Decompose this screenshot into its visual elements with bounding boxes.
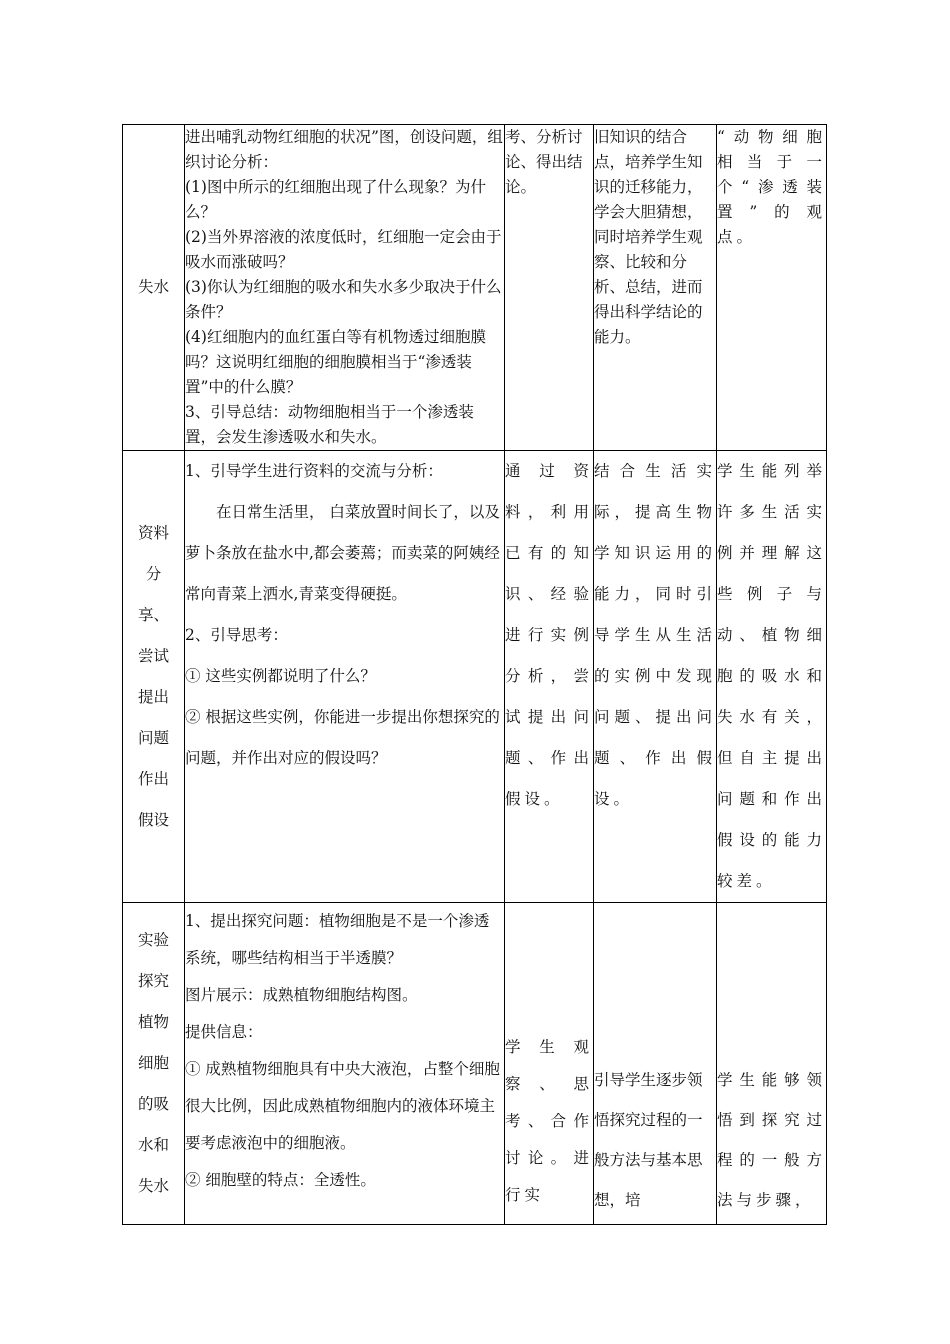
- stage-line: 享、: [137, 605, 169, 624]
- learning-analysis-cell: [717, 125, 827, 451]
- stage-line: 的吸: [137, 1095, 169, 1113]
- activity-line: ② 细胞壁的特点：全透性。: [185, 1171, 376, 1189]
- activity-line: (2)当外界溶液的浓度低时，红细胞一定会由于吸水而涨破吗？: [185, 228, 502, 271]
- student-activity-cell: [505, 903, 594, 1225]
- activity-line: ① 成熟植物细胞具有中央大液泡，占整个细胞很大比例，因此成熟植物细胞内的液体环境主要考虑液泡中的细胞液。: [185, 1060, 500, 1152]
- table-row: [123, 451, 827, 903]
- table-row: [123, 903, 827, 1225]
- learning-analysis-cell: [717, 903, 827, 1225]
- design-intent-cell: [594, 903, 717, 1225]
- student-activity-text: 学生观察、思考、合作讨论。进行实: [505, 1038, 593, 1204]
- activity-line: 进出哺乳动物红细胞的状况”图，创设问题，组织讨论分析：: [185, 128, 503, 171]
- stage-line: 问题: [137, 728, 169, 747]
- activity-line: 图片展示：成熟植物细胞结构图。: [185, 986, 418, 1004]
- activity-line: 2、引导思考：: [185, 626, 288, 644]
- activity-line: 1、引导学生进行资料的交流与分析：: [185, 462, 443, 480]
- activity-line: 1、提出探究问题：植物细胞是不是一个渗透系统，哪些结构相当于半透膜？: [185, 912, 490, 967]
- stage-label: 失水: [137, 278, 169, 296]
- activity-line: 3、引导总结：动物细胞相当于一个渗透装置，会发生渗透吸水和失水。: [185, 403, 474, 446]
- stage-line: 实验: [137, 931, 169, 949]
- teacher-activity-cell: [185, 903, 505, 1225]
- table-row: [123, 125, 827, 451]
- activity-line: ② 根据这些实例，你能进一步提出你想探究的问题，并作出对应的假设吗？: [185, 708, 500, 767]
- design-intent-cell: [594, 451, 717, 903]
- stage-line: 细胞: [137, 1054, 169, 1072]
- stage-line: 提出: [137, 687, 169, 706]
- stage-line: 水和: [137, 1136, 169, 1154]
- activity-line: (1)图中所示的红细胞出现了什么现象？为什么？: [185, 178, 486, 221]
- stage-cell: [123, 903, 185, 1225]
- stage-line: 尝试: [137, 646, 169, 665]
- student-activity-text: 通过资料，利用已有的知识、经验进行实例分析，尝试提出问题、作出假设。: [505, 462, 593, 808]
- learning-analysis-text: “动物细胞相当于一个“渗透装置”的观点。: [717, 128, 826, 246]
- activity-line: ① 这些实例都说明了什么？: [185, 667, 376, 685]
- stage-line: 资料: [137, 523, 169, 542]
- student-activity-cell: [505, 451, 594, 903]
- stage-line: 失水: [137, 1177, 169, 1195]
- activity-line: (4)红细胞内的血红蛋白等有机物透过细胞膜吗？这说明红细胞的细胞膜相当于“渗透装置”中的什么膜？: [185, 328, 486, 396]
- student-activity-text: 考、分析讨论、得出结论。: [505, 128, 583, 196]
- stage-line: 分: [145, 564, 162, 583]
- learning-analysis-text: 学生能列举许多生活实例并理解这些例子与动、植物细胞的吸水和失水有关，但自主提出问题和作出假设的能力较差。: [717, 462, 826, 890]
- teacher-activity-cell: [185, 125, 505, 451]
- student-activity-cell: [505, 125, 594, 451]
- teacher-activity-cell: [185, 451, 505, 903]
- stage-cell: [123, 451, 185, 903]
- stage-line: 作出: [137, 769, 169, 788]
- stage-cell: [123, 125, 185, 451]
- design-intent-text: 引导学生逐步领悟探究过程的一般方法与基本思想，培: [594, 1071, 703, 1209]
- design-intent-text: 结合生活实际，提高生物学知识运用的能力，同时引导学生从生活的实例中发现问题、提出问题、作出假设。: [594, 462, 716, 808]
- design-intent-text: 旧知识的结合点，培养学生知识的迁移能力，学会大胆猜想，同时培养学生观察、比较和分析、总结，进而得出科学结论的能力。: [594, 128, 703, 346]
- learning-analysis-text: 学生能够领悟到探究过程的一般方法与步骤，: [717, 1071, 826, 1209]
- activity-line: 在日常生活里， 白菜放置时间长了，以及萝卜条放在盐水中,都会萎蔫；而卖菜的阿姨经常向青菜上洒水,青菜变得硬挺。: [185, 503, 500, 603]
- design-intent-cell: [594, 125, 717, 451]
- stage-line: 探究: [137, 972, 169, 990]
- activity-line: (3)你认为红细胞的吸水和失水多少取决于什么条件？: [185, 278, 502, 321]
- stage-line: 假设: [137, 810, 169, 829]
- activity-line: 提供信息：: [185, 1023, 263, 1041]
- stage-line: 植物: [137, 1013, 169, 1031]
- learning-analysis-cell: [717, 451, 827, 903]
- lesson-plan-table: [122, 124, 827, 1225]
